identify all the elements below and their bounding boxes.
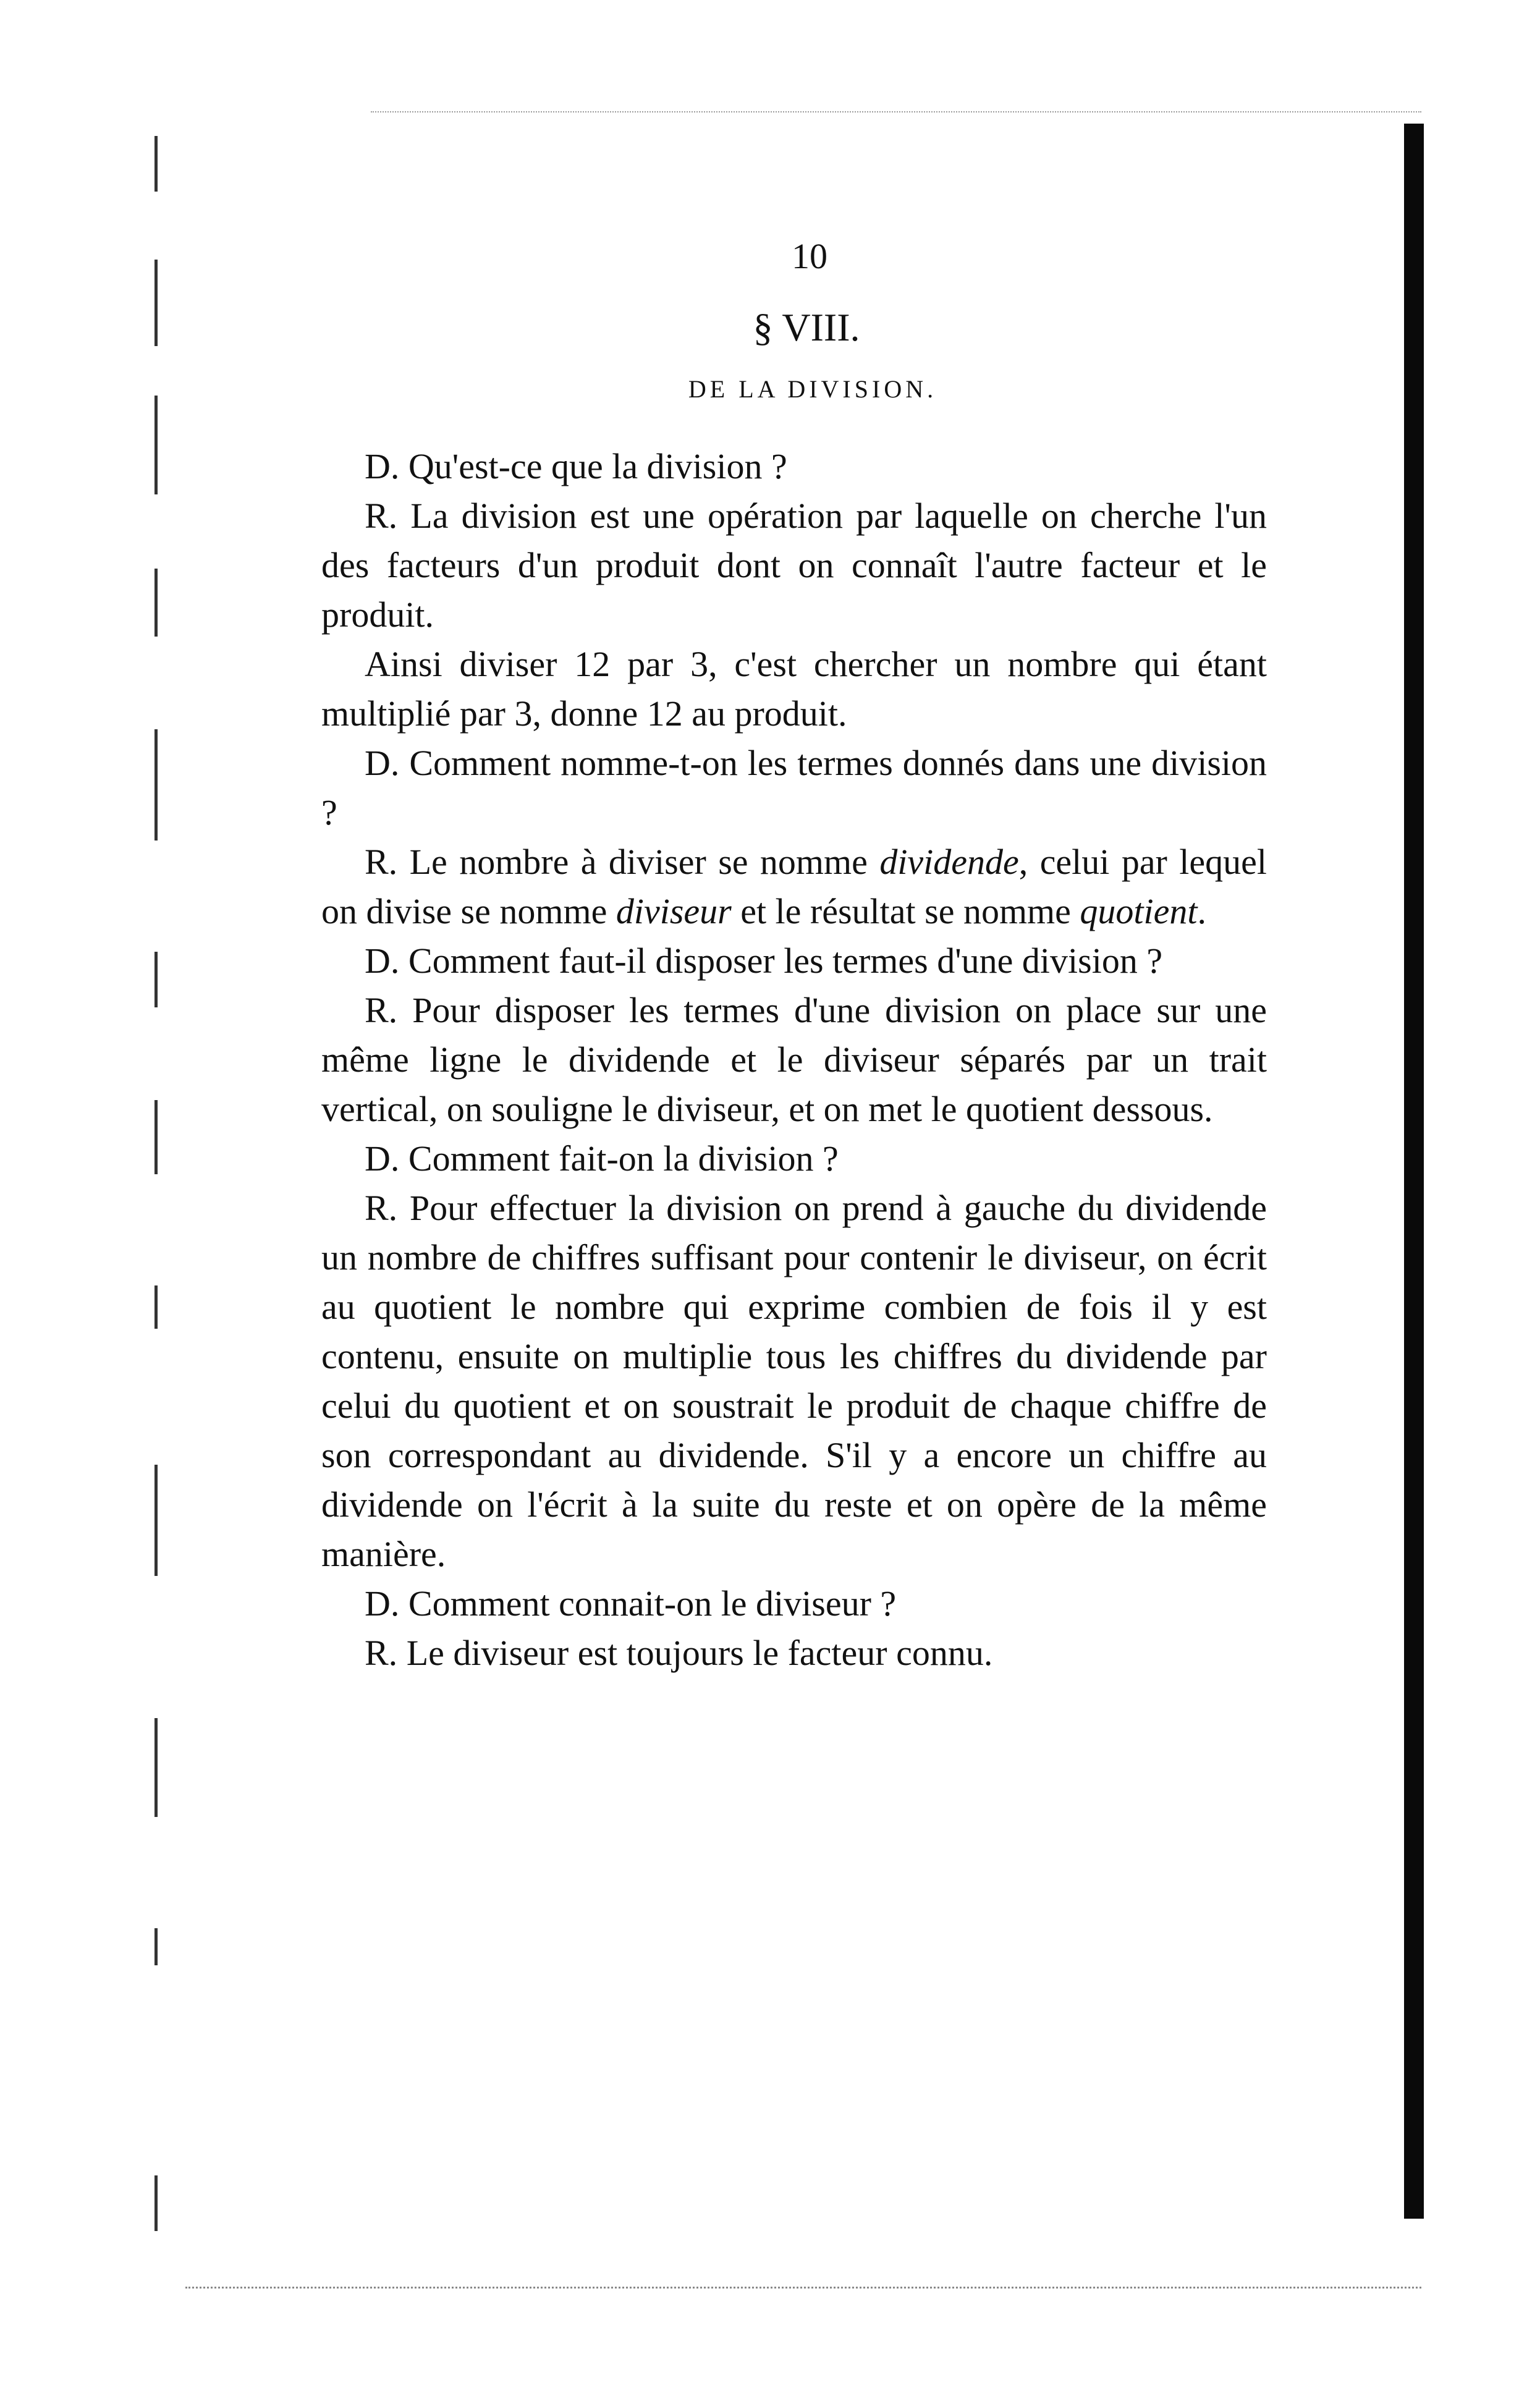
paragraph-text: Comment fait-on la division ? [408, 1138, 839, 1179]
section-title: § VIII. [753, 305, 860, 349]
paragraph-text: Le diviseur est toujours le facteur connu. [406, 1633, 993, 1673]
scan-margin-marks [154, 136, 192, 2237]
speaker-label: R. [365, 1188, 398, 1228]
paragraph-question [321, 739, 1267, 837]
paragraph-answer [321, 1184, 1267, 1579]
scan-edge-shadow [1404, 124, 1424, 2219]
term-dividende: dividende [879, 842, 1019, 882]
speaker-label: R. [365, 1633, 398, 1673]
paragraph-question [321, 1579, 1267, 1628]
paragraph-question [321, 936, 1267, 986]
speaker-label: D. [365, 743, 400, 783]
paragraph-text: Comment nomme-t-on les termes donnés dans une division ? [321, 743, 1267, 832]
term-diviseur: diviseur [616, 891, 732, 931]
paragraph-question [321, 442, 1267, 491]
speaker-label: D. [365, 1583, 400, 1624]
paragraph-text: Pour effectuer la division on prend à gauche du dividende un nombre de chiffres suffisant pour contenir le diviseur, on écrit au quotient le nombre qui exprime combien de fois il y est contenu, ensuite on multiplie tous les chiffres du dividende par celui du quotient et on soustrait le produit de chaque chiffre de son correspondant au dividende. S'il y a encore un chiffre au dividende on l'écrit à la suite du reste et on opère de la même manière. [321, 1188, 1267, 1574]
speaker-label: D. [365, 446, 400, 486]
speaker-label: D. [365, 941, 400, 981]
section-subtitle: DE LA DIVISION. [688, 375, 937, 403]
term-quotient: quotient [1080, 891, 1198, 931]
paragraph-text-part: , celui par lequel on divise se nomme [321, 842, 1267, 931]
speaker-label: D. [365, 1138, 400, 1179]
speaker-label: R. [365, 496, 398, 536]
scan-noise-top [371, 111, 1421, 119]
paragraph-question [321, 1134, 1267, 1184]
paragraph-text: Comment connait-on le diviseur ? [408, 1583, 897, 1624]
speaker-label: R. [365, 842, 398, 882]
paragraph-text: Qu'est-ce que la division ? [408, 446, 787, 486]
page-number: 10 [792, 236, 827, 276]
paragraph-text: Comment faut-il disposer les termes d'une division ? [408, 941, 1163, 981]
scan-noise-bottom [185, 2287, 1421, 2301]
paragraph-text: La division est une opération par laquelle on cherche l'un des facteurs d'un produit dont on connaît l'autre facteur et le produit. [321, 496, 1267, 635]
paragraph-example [321, 640, 1267, 739]
page-text [321, 235, 1267, 1678]
speaker-label: R. [365, 990, 398, 1030]
paragraph-text: Pour disposer les termes d'une division on place sur une même ligne le dividende et le diviseur séparés par un trait vertical, on souligne le diviseur, et on met le quotient dessous. [321, 990, 1267, 1129]
paragraph-answer [321, 986, 1267, 1134]
paragraph-text-part: . [1197, 891, 1207, 931]
paragraph-text: Ainsi diviser 12 par 3, c'est chercher un nombre qui étant multiplié par 3, donne 12 au produit. [321, 644, 1267, 734]
paragraph-text-part: Le nombre à diviser se nomme [409, 842, 880, 882]
paragraph-answer [321, 491, 1267, 640]
paragraph-text-part: et le résultat se nomme [731, 891, 1080, 931]
paragraph-answer [321, 1628, 1267, 1678]
paragraph-answer [321, 837, 1267, 936]
